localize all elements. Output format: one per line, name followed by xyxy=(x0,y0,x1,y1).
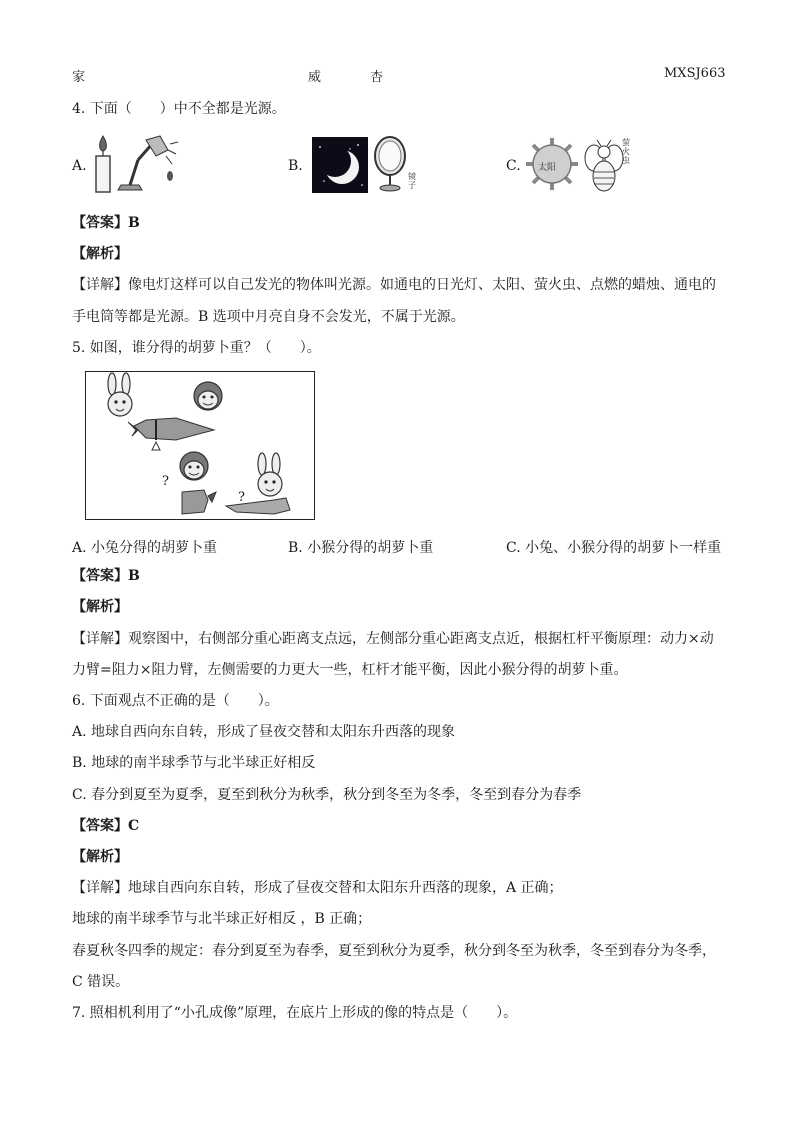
candle-lamp-image xyxy=(90,134,186,196)
q4-detail-2: 手电筒等都是光源。B 选项中月亮自身不会发光，不属于光源。 xyxy=(72,309,465,325)
q5-option-a: A. 小兔分得的胡萝卜重 xyxy=(72,540,218,556)
q6-option-a: A. 地球自西向东自转，形成了昼夜交替和太阳东升西落的现象 xyxy=(72,724,456,740)
q6-detail-2: 地球的南半球季节与北半球正好相反 ，B 正确； xyxy=(72,911,372,927)
header-right: MXSJ663 xyxy=(664,66,726,81)
q5-option-b: B. 小猴分得的胡萝卜重 xyxy=(288,540,434,556)
q6-option-c: C. 春分到夏至为夏季，夏至到秋分为秋季，秋分到冬至为冬季，冬至到春分为春季 xyxy=(72,787,582,803)
q6-detail-3: 春夏秋冬四季的规定：春分到夏至为春季，夏至到秋分为夏季，秋分到冬至为秋季，冬至到春分为冬季， xyxy=(72,943,716,959)
firefly-image xyxy=(584,138,624,196)
q5-analysis: 【解析】 xyxy=(72,599,128,615)
mirror-image xyxy=(372,134,412,194)
carrot-lever-figure xyxy=(85,371,315,520)
q5-option-c: C. 小兔、小猴分得的胡萝卜一样重 xyxy=(506,540,722,556)
q6-stem: 6. 下面观点不正确的是（ ）。 xyxy=(72,693,279,709)
q7-stem: 7. 照相机利用了“小孔成像”原理，在底片上形成的像的特点是（ ）。 xyxy=(72,1005,518,1021)
q5-stem: 5. 如图，谁分得的胡萝卜重？（ ）。 xyxy=(72,340,321,356)
moon-image xyxy=(312,137,368,193)
q4-option-c: C. xyxy=(506,158,521,174)
q4-option-b: B. xyxy=(288,158,303,174)
q5-detail-1: 【详解】观察图中，右侧部分重心距离支点远，左侧部分重心距离支点近，根据杠杆平衡原理：动力×动 xyxy=(72,631,714,647)
question-mark-2: ? xyxy=(238,490,245,505)
q6-detail-4: C 错误。 xyxy=(72,974,130,990)
q5-answer: 【答案】B xyxy=(72,568,140,584)
q4-answer: 【答案】B xyxy=(72,215,140,231)
firefly-label: 萤火虫 xyxy=(622,138,630,165)
q4-analysis: 【解析】 xyxy=(72,246,128,262)
sun-label: 太阳 xyxy=(538,163,557,173)
q5-detail-2: 力臂=阻力×阻力臂，左侧需要的力更大一些，杠杆才能平衡，因此小猴分得的胡萝卜重。 xyxy=(72,662,628,678)
q4-stem: 4. 下面（ ）中不全都是光源。 xyxy=(72,101,286,117)
q4-detail-1: 【详解】像电灯这样可以自己发光的物体叫光源。如通电的日光灯、太阳、萤火虫、点燃的蜡烛、通电的 xyxy=(72,277,716,293)
q6-option-b: B. 地球的南半球季节与北半球正好相反 xyxy=(72,755,316,771)
q6-answer: 【答案】C xyxy=(72,818,140,834)
header-left: 家 xyxy=(72,70,86,85)
q6-analysis: 【解析】 xyxy=(72,849,128,865)
header-mid-1: 威 xyxy=(308,70,322,85)
question-mark-1: ? xyxy=(162,474,169,489)
mirror-label: 镜子 xyxy=(408,172,416,190)
q6-detail-1: 【详解】地球自西向东自转，形成了昼夜交替和太阳东升西落的现象，A 正确； xyxy=(72,880,563,896)
q4-option-a: A. xyxy=(72,158,87,174)
header-mid-2: 杏 xyxy=(370,70,384,85)
